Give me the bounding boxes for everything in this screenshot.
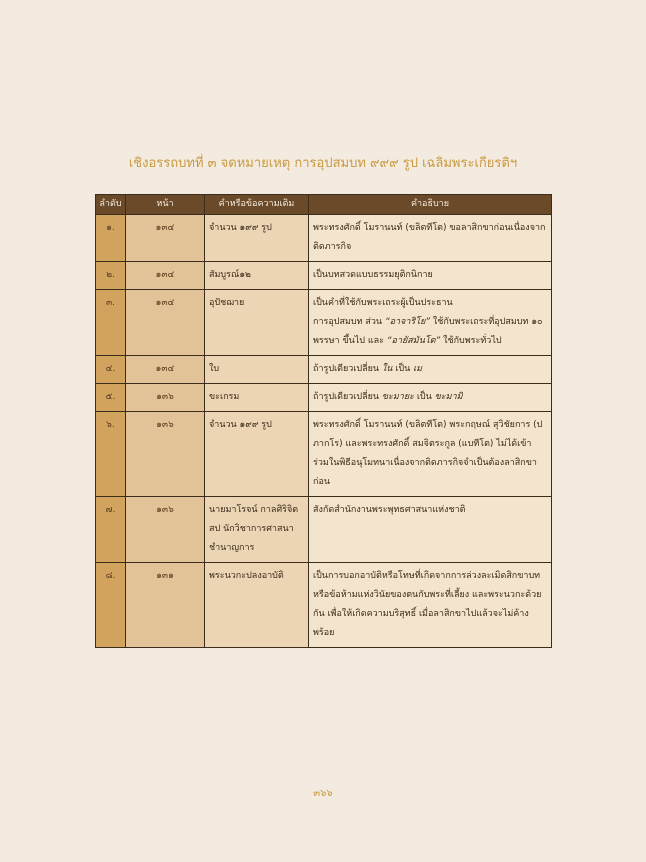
row-explanation: พระทรงศักดิ์ โมรานนท์ (ขลิตทีโต) พระกฤษณ์ สุวิชัยการ (ปภากโร) และพระทรงศักดิ์ สมจิตระกูล (แบทีโต) ไม่ได้เข้าร่วมในพิธีอนุโมทนาเนื่องจากติดภารกิจจำเป็นต้องลาสิกขาก่อน bbox=[309, 412, 552, 497]
explanation-text: การอุปสมบท ส่วน bbox=[313, 317, 385, 327]
row-page: ๑๓๑ bbox=[126, 563, 205, 648]
table-row bbox=[96, 290, 552, 356]
row-no: ๕. bbox=[96, 384, 126, 412]
header-explanation: คำอธิบาย bbox=[309, 195, 552, 215]
page-number: ๓๖๖ bbox=[313, 788, 333, 799]
row-no: ๖. bbox=[96, 412, 126, 497]
explanation-line: เป็นคำที่ใช้กับพระเถระผู้เป็นประธาน bbox=[313, 298, 453, 308]
page-title: เชิงอรรถบทที่ ๓ จดหมายเหตุ การอุปสมบท ๙๙๙ รูป เฉลิมพระเกียรติฯ bbox=[128, 156, 518, 171]
row-original: นายมาโรจน์ กาลศิริจิตสป นักวิชาการศาสนา ชำนาญการ bbox=[205, 497, 309, 563]
row-original: ขะเกรม bbox=[205, 384, 309, 412]
row-page: ๑๓๔ bbox=[126, 356, 205, 384]
explanation-text: พรรษา ขึ้นไป และ bbox=[313, 336, 387, 346]
row-explanation: สังกัดสำนักงานพระพุทธศาสนาแห่งชาติ bbox=[309, 497, 552, 563]
table-row bbox=[96, 356, 552, 384]
header-no: ลำดับ bbox=[96, 195, 126, 215]
row-explanation bbox=[309, 290, 552, 356]
term-italic: ขะมายะ bbox=[381, 392, 414, 402]
row-page: ๑๓๔ bbox=[126, 262, 205, 290]
explanation-text: เป็น bbox=[413, 392, 435, 402]
row-no: ๗. bbox=[96, 497, 126, 563]
row-explanation: เป็นบทสวดแบบธรรมยุติกนิกาย bbox=[309, 262, 552, 290]
explanation-text: ถ้ารูปเดียวเปลี่ยน bbox=[313, 364, 382, 374]
explanation-text: ใช้กับพระเถระที่อุปสมบท ๑๐ bbox=[430, 317, 543, 327]
row-page: ๑๓๔ bbox=[126, 215, 205, 262]
explanation-line bbox=[313, 332, 547, 351]
explanation-text: ถ้ารูปเดียวเปลี่ยน bbox=[313, 392, 382, 402]
row-no: ๘. bbox=[96, 563, 126, 648]
explanation-text: เป็น bbox=[392, 364, 414, 374]
row-no: ๑. bbox=[96, 215, 126, 262]
table-row bbox=[96, 497, 552, 563]
term-italic: ใน bbox=[381, 364, 393, 374]
row-explanation bbox=[309, 356, 552, 384]
term-italic: ขะมามิ bbox=[434, 392, 463, 402]
term-italic: “อาจาริโย” bbox=[384, 317, 431, 327]
row-original: อุปัชฌาย bbox=[205, 290, 309, 356]
row-explanation bbox=[309, 384, 552, 412]
row-original: จำนวน ๑๙๙ รูป bbox=[205, 412, 309, 497]
explanation-line bbox=[313, 313, 547, 332]
row-explanation: พระทรงศักดิ์ โมรานนท์ (ขลิตทีโต) ขอลาสิกขาก่อนเนื่องจากติดภารกิจ bbox=[309, 215, 552, 262]
row-page: ๑๓๔ bbox=[126, 290, 205, 356]
table-row bbox=[96, 215, 552, 262]
table-row bbox=[96, 262, 552, 290]
term-italic: เม bbox=[413, 364, 423, 374]
table-row bbox=[96, 384, 552, 412]
row-no: ๓. bbox=[96, 290, 126, 356]
row-original: สัมบูรณ์๑๒ bbox=[205, 262, 309, 290]
table-row bbox=[96, 412, 552, 497]
row-page: ๑๓๖ bbox=[126, 412, 205, 497]
row-original: พระนวกะปลงอาบัติ bbox=[205, 563, 309, 648]
errata-table bbox=[95, 194, 552, 648]
table-row bbox=[96, 563, 552, 648]
row-page: ๑๓๖ bbox=[126, 384, 205, 412]
row-explanation: เป็นการบอกอาบัติหรือโทษที่เกิดจากการล่วงละเมิดสิกขาบทหรือข้อห้ามแห่งวินัยของตนกับพระที่เลี้ยง และพระนวกะด้วยกัน เพื่อให้เกิดความบริสุทธิ์ เมื่อลาสิกขาไปแล้วจะไม่ค้างพร้อย bbox=[309, 563, 552, 648]
table-header-row bbox=[96, 195, 552, 215]
row-original: จำนวน ๑๙๙ รูป bbox=[205, 215, 309, 262]
explanation-text: ใช้กับพระทั่วไป bbox=[440, 336, 502, 346]
term-italic: “อายัสมันโต” bbox=[386, 336, 441, 346]
row-no: ๒. bbox=[96, 262, 126, 290]
row-no: ๔. bbox=[96, 356, 126, 384]
row-page: ๑๓๖ bbox=[126, 497, 205, 563]
header-page: หน้า bbox=[126, 195, 205, 215]
row-original: ใบ bbox=[205, 356, 309, 384]
header-original: คำหรือข้อความเดิม bbox=[205, 195, 309, 215]
